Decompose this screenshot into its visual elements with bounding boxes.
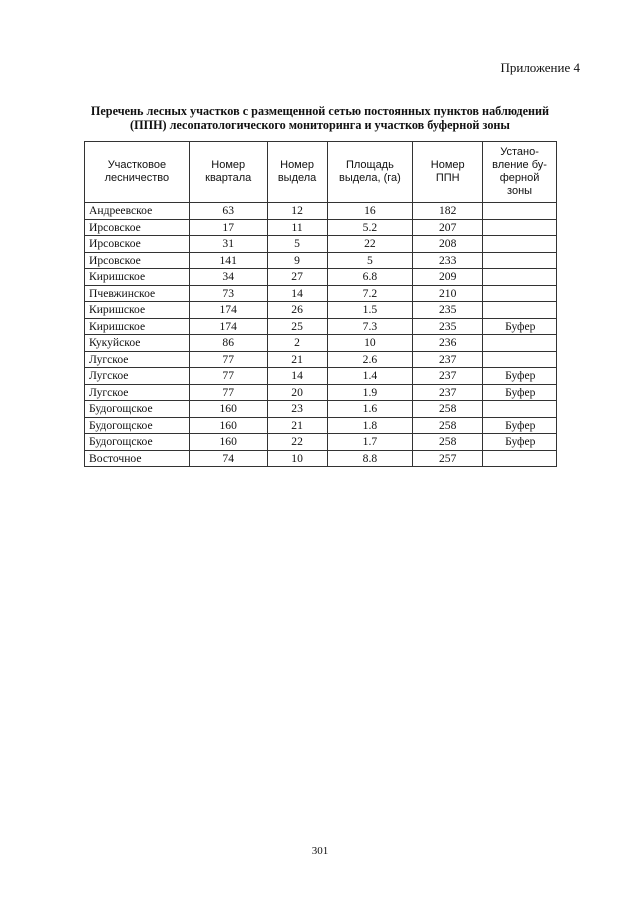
title-line-2: (ППН) лесопатологического мониторинга и участков буферной зоны [130, 118, 510, 132]
cell-area: 1.7 [327, 434, 413, 451]
cell-allotment: 5 [267, 236, 327, 253]
table-row [85, 417, 557, 434]
cell-buffer: Буфер [483, 384, 557, 401]
table-row [85, 285, 557, 302]
cell-forestry: Лугское [85, 351, 190, 368]
cell-forestry: Лугское [85, 368, 190, 385]
cell-allotment: 11 [267, 219, 327, 236]
cell-allotment: 27 [267, 269, 327, 286]
table-row [85, 335, 557, 352]
cell-buffer: Буфер [483, 417, 557, 434]
cell-allotment: 9 [267, 252, 327, 269]
cell-buffer [483, 450, 557, 467]
cell-allotment: 26 [267, 302, 327, 319]
cell-quarter: 174 [189, 302, 267, 319]
cell-area: 7.2 [327, 285, 413, 302]
cell-allotment: 10 [267, 450, 327, 467]
cell-area: 7.3 [327, 318, 413, 335]
table-row [85, 401, 557, 418]
cell-quarter: 73 [189, 285, 267, 302]
header-ppn-number: Номер ППН [413, 142, 483, 203]
table-row [85, 450, 557, 467]
table-row [85, 269, 557, 286]
cell-ppn: 258 [413, 401, 483, 418]
cell-area: 1.9 [327, 384, 413, 401]
cell-quarter: 77 [189, 384, 267, 401]
cell-ppn: 236 [413, 335, 483, 352]
cell-buffer [483, 351, 557, 368]
cell-allotment: 21 [267, 351, 327, 368]
cell-area: 16 [327, 203, 413, 220]
header-buffer-zone: Устано- вление бу- ферной зоны [483, 142, 557, 203]
cell-forestry: Будогощское [85, 401, 190, 418]
table-row [85, 368, 557, 385]
cell-forestry: Кукуйское [85, 335, 190, 352]
header-allotment-number: Номер выдела [267, 142, 327, 203]
cell-allotment: 23 [267, 401, 327, 418]
cell-quarter: 77 [189, 368, 267, 385]
cell-allotment: 22 [267, 434, 327, 451]
table-row [85, 219, 557, 236]
cell-ppn: 257 [413, 450, 483, 467]
cell-buffer [483, 252, 557, 269]
cell-buffer [483, 285, 557, 302]
table-row [85, 302, 557, 319]
cell-ppn: 207 [413, 219, 483, 236]
appendix-label: Приложение 4 [500, 60, 580, 75]
cell-forestry: Ирсовское [85, 219, 190, 236]
cell-buffer: Буфер [483, 434, 557, 451]
table-row [85, 384, 557, 401]
cell-area: 22 [327, 236, 413, 253]
table-row [85, 252, 557, 269]
cell-area: 8.8 [327, 450, 413, 467]
cell-forestry: Пчевжинское [85, 285, 190, 302]
cell-ppn: 208 [413, 236, 483, 253]
cell-buffer [483, 219, 557, 236]
cell-forestry: Андреевское [85, 203, 190, 220]
cell-quarter: 160 [189, 417, 267, 434]
cell-ppn: 233 [413, 252, 483, 269]
cell-buffer: Буфер [483, 368, 557, 385]
cell-ppn: 235 [413, 318, 483, 335]
cell-area: 1.8 [327, 417, 413, 434]
cell-ppn: 235 [413, 302, 483, 319]
header-quarter-number: Номер квартала [189, 142, 267, 203]
table-row [85, 318, 557, 335]
cell-forestry: Киришское [85, 302, 190, 319]
header-allotment-area: Площадь выдела, (га) [327, 142, 413, 203]
cell-quarter: 74 [189, 450, 267, 467]
table-row [85, 434, 557, 451]
cell-forestry: Будогощское [85, 417, 190, 434]
monitoring-table-container [84, 141, 557, 467]
cell-quarter: 141 [189, 252, 267, 269]
cell-quarter: 77 [189, 351, 267, 368]
cell-forestry: Киришское [85, 269, 190, 286]
cell-allotment: 25 [267, 318, 327, 335]
cell-ppn: 237 [413, 384, 483, 401]
cell-forestry: Ирсовское [85, 236, 190, 253]
page-number: 301 [311, 845, 329, 857]
table-row [85, 203, 557, 220]
cell-area: 2.6 [327, 351, 413, 368]
cell-forestry: Ирсовское [85, 252, 190, 269]
cell-ppn: 258 [413, 417, 483, 434]
cell-quarter: 34 [189, 269, 267, 286]
cell-ppn: 209 [413, 269, 483, 286]
cell-ppn: 237 [413, 351, 483, 368]
cell-forestry: Лугское [85, 384, 190, 401]
cell-quarter: 160 [189, 434, 267, 451]
cell-allotment: 12 [267, 203, 327, 220]
cell-quarter: 160 [189, 401, 267, 418]
cell-ppn: 210 [413, 285, 483, 302]
cell-buffer [483, 236, 557, 253]
cell-buffer: Буфер [483, 318, 557, 335]
cell-quarter: 17 [189, 219, 267, 236]
table-body [85, 203, 557, 467]
cell-quarter: 174 [189, 318, 267, 335]
cell-ppn: 182 [413, 203, 483, 220]
cell-area: 1.5 [327, 302, 413, 319]
cell-quarter: 86 [189, 335, 267, 352]
cell-quarter: 31 [189, 236, 267, 253]
cell-buffer [483, 302, 557, 319]
cell-ppn: 237 [413, 368, 483, 385]
table-header-row [85, 142, 557, 203]
cell-area: 1.6 [327, 401, 413, 418]
header-forestry: Участковое лесничество [85, 142, 190, 203]
cell-buffer [483, 203, 557, 220]
cell-area: 6.8 [327, 269, 413, 286]
cell-ppn: 258 [413, 434, 483, 451]
document-title [60, 104, 580, 132]
cell-allotment: 2 [267, 335, 327, 352]
cell-quarter: 63 [189, 203, 267, 220]
cell-area: 10 [327, 335, 413, 352]
cell-area: 1.4 [327, 368, 413, 385]
cell-allotment: 14 [267, 368, 327, 385]
cell-buffer [483, 401, 557, 418]
cell-allotment: 21 [267, 417, 327, 434]
cell-buffer [483, 269, 557, 286]
cell-area: 5.2 [327, 219, 413, 236]
cell-area: 5 [327, 252, 413, 269]
cell-forestry: Восточное [85, 450, 190, 467]
cell-forestry: Будогощское [85, 434, 190, 451]
cell-allotment: 14 [267, 285, 327, 302]
title-line-1: Перечень лесных участков с размещенной сетью постоянных пунктов наблюдений [90, 104, 550, 118]
cell-allotment: 20 [267, 384, 327, 401]
monitoring-plots-table [84, 141, 557, 467]
table-row [85, 351, 557, 368]
table-row [85, 236, 557, 253]
cell-buffer [483, 335, 557, 352]
cell-forestry: Киришское [85, 318, 190, 335]
